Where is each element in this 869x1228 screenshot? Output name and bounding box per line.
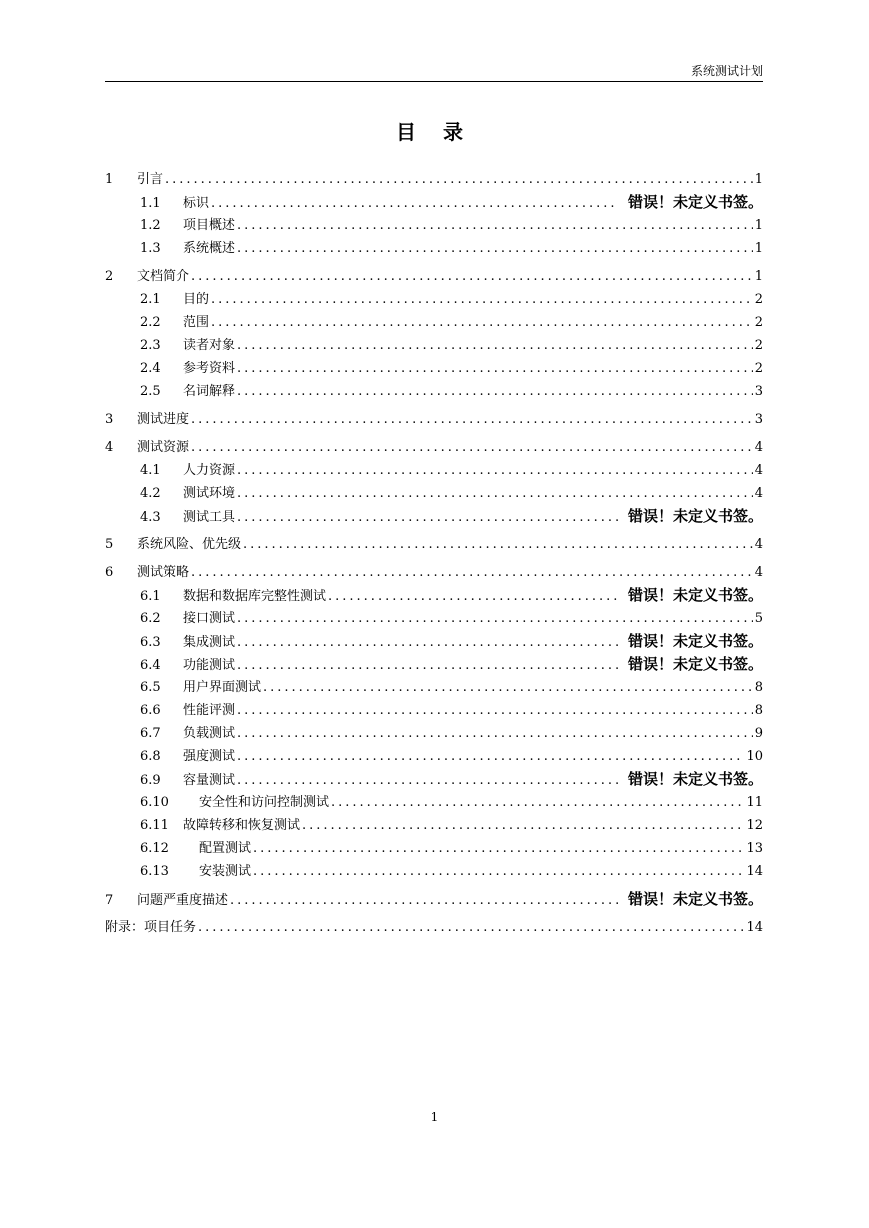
toc-entry-page: 11 <box>746 795 763 810</box>
toc-entry-number: 6.2 <box>140 611 161 626</box>
toc-entry[interactable] <box>105 459 763 482</box>
toc-entry-number: 1.3 <box>140 241 161 256</box>
toc-entry-bookmark-error: 错误！未定义书签。 <box>627 632 763 650</box>
toc-leader-dots <box>237 703 753 718</box>
toc-entry-page: 1 <box>754 241 763 256</box>
toc-entry[interactable] <box>105 357 763 380</box>
toc-entry-bookmark-error: 错误！未定义书签。 <box>627 655 763 673</box>
toc-entry-page: 4 <box>754 440 763 455</box>
toc-entry-title: 容量测试 <box>183 773 236 788</box>
toc-entry-title: 范围 <box>183 315 210 330</box>
toc-entry-page: 5 <box>754 611 763 626</box>
toc-entry-title: 测试工具 <box>183 510 236 525</box>
toc-entry-title: 故障转移和恢复测试 <box>183 818 301 833</box>
toc-entry[interactable] <box>105 533 763 556</box>
toc-entry[interactable] <box>105 722 763 745</box>
running-header: 系统测试计划 <box>690 64 763 78</box>
page-title: 目 录 <box>396 120 473 144</box>
toc-entry-title: 功能测试 <box>183 658 236 673</box>
toc-leader-dots <box>165 172 753 187</box>
toc-entry-page: 3 <box>754 384 763 399</box>
toc-entry[interactable] <box>105 311 763 334</box>
toc-entry-title: 用户界面测试 <box>183 680 262 695</box>
toc-entry-title: 目的 <box>183 292 210 307</box>
toc-entry-number: 2.5 <box>140 384 161 399</box>
toc-entry-number: 2.1 <box>140 292 161 307</box>
toc-entry[interactable] <box>105 860 763 883</box>
toc-leader-dots <box>211 292 753 307</box>
toc-entry-page: 4 <box>754 565 763 580</box>
toc-entry-number: 6.8 <box>140 749 161 764</box>
toc-entry-page: 10 <box>746 749 763 764</box>
toc-leader-dots <box>237 241 753 256</box>
toc-entry[interactable] <box>105 745 763 768</box>
toc-entry-number: 6 <box>105 565 114 580</box>
toc-entry-title: 数据和数据库完整性测试 <box>183 589 327 604</box>
toc-entry-page: 8 <box>754 680 763 695</box>
toc-entry-number: 6.11 <box>140 818 169 833</box>
toc-entry-title: 安全性和访问控制测试 <box>199 795 330 810</box>
toc-entry[interactable] <box>105 482 763 505</box>
toc-entry[interactable] <box>105 214 763 237</box>
toc-entry-page: 14 <box>746 864 763 879</box>
toc-entry-title: 读者对象 <box>183 338 236 353</box>
toc-entry-title: 系统风险、优先级 <box>137 537 242 552</box>
toc-entry-number: 6.9 <box>140 773 161 788</box>
toc-entry-number: 4 <box>105 440 114 455</box>
toc-entry[interactable] <box>105 916 763 939</box>
toc-entry-page: 1 <box>754 218 763 233</box>
toc-entry-title: 性能评测 <box>183 703 236 718</box>
toc-entry-title: 测试策略 <box>137 565 190 580</box>
toc-entry-number: 6.7 <box>140 726 161 741</box>
toc-entry-page: 4 <box>754 537 763 552</box>
toc-entry-page: 8 <box>754 703 763 718</box>
toc-entry-number: 2 <box>105 269 114 284</box>
toc-entry-bookmark-error: 错误！未定义书签。 <box>627 586 763 604</box>
toc-entry[interactable] <box>105 699 763 722</box>
toc-entry-title: 问题严重度描述 <box>137 893 229 908</box>
toc-leader-dots <box>302 818 744 833</box>
toc-entry-title: 文档简介 <box>137 269 190 284</box>
toc-entry-title: 配置测试 <box>199 841 252 856</box>
toc-entry-page: 1 <box>754 269 763 284</box>
toc-entry-title: 人力资源 <box>183 463 236 478</box>
toc-entry-title: 标识 <box>183 196 210 211</box>
toc-leader-dots <box>237 338 753 353</box>
toc-entry-title: 安装测试 <box>199 864 252 879</box>
toc-entry-number: 6.10 <box>140 795 169 810</box>
toc-entry[interactable] <box>105 561 763 584</box>
toc-entry-number: 6.6 <box>140 703 161 718</box>
toc-entry[interactable] <box>105 768 763 791</box>
toc-entry-title: 名词解释 <box>183 384 236 399</box>
page-number: 1 <box>430 1110 439 1124</box>
toc-entry-title: 集成测试 <box>183 635 236 650</box>
toc-leader-dots <box>237 773 618 788</box>
toc-entry[interactable] <box>105 630 763 653</box>
toc-entry-title: 强度测试 <box>183 749 236 764</box>
toc-entry-page: 2 <box>754 315 763 330</box>
toc-leader-dots <box>198 920 744 935</box>
toc-entry-number: 2.4 <box>140 361 161 376</box>
toc-entry-title: 测试环境 <box>183 486 236 501</box>
toc-entry-page: 3 <box>754 412 763 427</box>
toc-entry-title: 系统概述 <box>183 241 236 256</box>
toc-leader-dots <box>253 864 744 879</box>
toc-entry-number: 6.3 <box>140 635 161 650</box>
toc-entry[interactable] <box>105 676 763 699</box>
toc-entry[interactable] <box>105 607 763 630</box>
toc-entry-page: 12 <box>746 818 763 833</box>
toc-entry[interactable] <box>105 791 763 814</box>
toc-leader-dots <box>211 315 753 330</box>
toc-entry-page: 4 <box>754 486 763 501</box>
toc-entry-page: 2 <box>754 292 763 307</box>
toc-leader-dots <box>237 749 744 764</box>
toc-entry-title: 测试进度 <box>137 412 190 427</box>
toc-leader-dots <box>243 537 753 552</box>
toc-entry[interactable] <box>105 380 763 403</box>
header-rule <box>105 81 763 82</box>
toc-entry[interactable] <box>105 191 763 214</box>
toc-entry-number: 7 <box>105 893 114 908</box>
toc-leader-dots <box>191 412 753 427</box>
toc-entry[interactable] <box>105 288 763 311</box>
toc-entry-page: 2 <box>754 361 763 376</box>
toc-entry-number: 6.4 <box>140 658 161 673</box>
toc-entry-number: 5 <box>105 537 114 552</box>
toc-entry-title: 接口测试 <box>183 611 236 626</box>
toc-entry[interactable] <box>105 436 763 459</box>
toc-leader-dots <box>237 510 618 525</box>
toc-entry-number: 4.2 <box>140 486 161 501</box>
toc-entry-number: 4.1 <box>140 463 161 478</box>
toc-entry-title: 参考资料 <box>183 361 236 376</box>
toc-leader-dots <box>331 795 744 810</box>
toc-entry[interactable] <box>105 653 763 676</box>
toc-entry-number: 4.3 <box>140 510 161 525</box>
toc-leader-dots <box>253 841 744 856</box>
toc-leader-dots <box>328 589 618 604</box>
toc-entry-title: 测试资源 <box>137 440 190 455</box>
toc-entry-title: 项目概述 <box>183 218 236 233</box>
toc-entry-page: 9 <box>754 726 763 741</box>
toc-entry[interactable] <box>105 168 763 191</box>
toc-leader-dots <box>237 658 618 673</box>
toc-entry-bookmark-error: 错误！未定义书签。 <box>627 193 763 211</box>
table-of-contents <box>105 168 763 939</box>
toc-entry-page: 1 <box>754 172 763 187</box>
toc-entry[interactable] <box>105 265 763 288</box>
toc-entry-title: 负载测试 <box>183 726 236 741</box>
toc-leader-dots <box>237 463 753 478</box>
toc-entry-number: 1.2 <box>140 218 161 233</box>
toc-leader-dots <box>191 440 753 455</box>
toc-entry-page: 2 <box>754 338 763 353</box>
toc-leader-dots <box>237 384 753 399</box>
toc-entry-number: 2.3 <box>140 338 161 353</box>
toc-entry[interactable] <box>105 505 763 528</box>
toc-entry-number: 6.1 <box>140 589 161 604</box>
toc-entry-number: 2.2 <box>140 315 161 330</box>
toc-entry[interactable] <box>105 814 763 837</box>
toc-leader-dots <box>211 196 618 211</box>
toc-entry-page: 13 <box>746 841 763 856</box>
toc-leader-dots <box>237 218 753 233</box>
toc-entry-bookmark-error: 错误！未定义书签。 <box>627 890 763 908</box>
toc-entry-number: 1.1 <box>140 196 161 211</box>
toc-entry-number: 6.12 <box>140 841 169 856</box>
toc-leader-dots <box>237 635 618 650</box>
toc-leader-dots <box>237 486 753 501</box>
toc-leader-dots <box>237 726 753 741</box>
toc-entry-number: 3 <box>105 412 114 427</box>
toc-entry-bookmark-error: 错误！未定义书签。 <box>627 770 763 788</box>
toc-entry-title: 引言 <box>137 172 164 187</box>
toc-leader-dots <box>230 893 618 908</box>
toc-entry[interactable] <box>105 334 763 357</box>
toc-entry-page: 4 <box>754 463 763 478</box>
toc-entry-title: 附录：项目任务 <box>105 920 197 935</box>
toc-leader-dots <box>237 361 753 376</box>
toc-entry-number: 6.13 <box>140 864 169 879</box>
toc-entry-number: 1 <box>105 172 114 187</box>
toc-entry-number: 6.5 <box>140 680 161 695</box>
toc-entry-page: 14 <box>746 920 763 935</box>
toc-entry[interactable] <box>105 584 763 607</box>
toc-entry-bookmark-error: 错误！未定义书签。 <box>627 507 763 525</box>
toc-entry[interactable] <box>105 888 763 911</box>
toc-leader-dots <box>191 269 753 284</box>
toc-entry[interactable] <box>105 837 763 860</box>
toc-entry[interactable] <box>105 237 763 260</box>
toc-entry[interactable] <box>105 408 763 431</box>
toc-leader-dots <box>191 565 753 580</box>
toc-leader-dots <box>263 680 753 695</box>
toc-leader-dots <box>237 611 753 626</box>
